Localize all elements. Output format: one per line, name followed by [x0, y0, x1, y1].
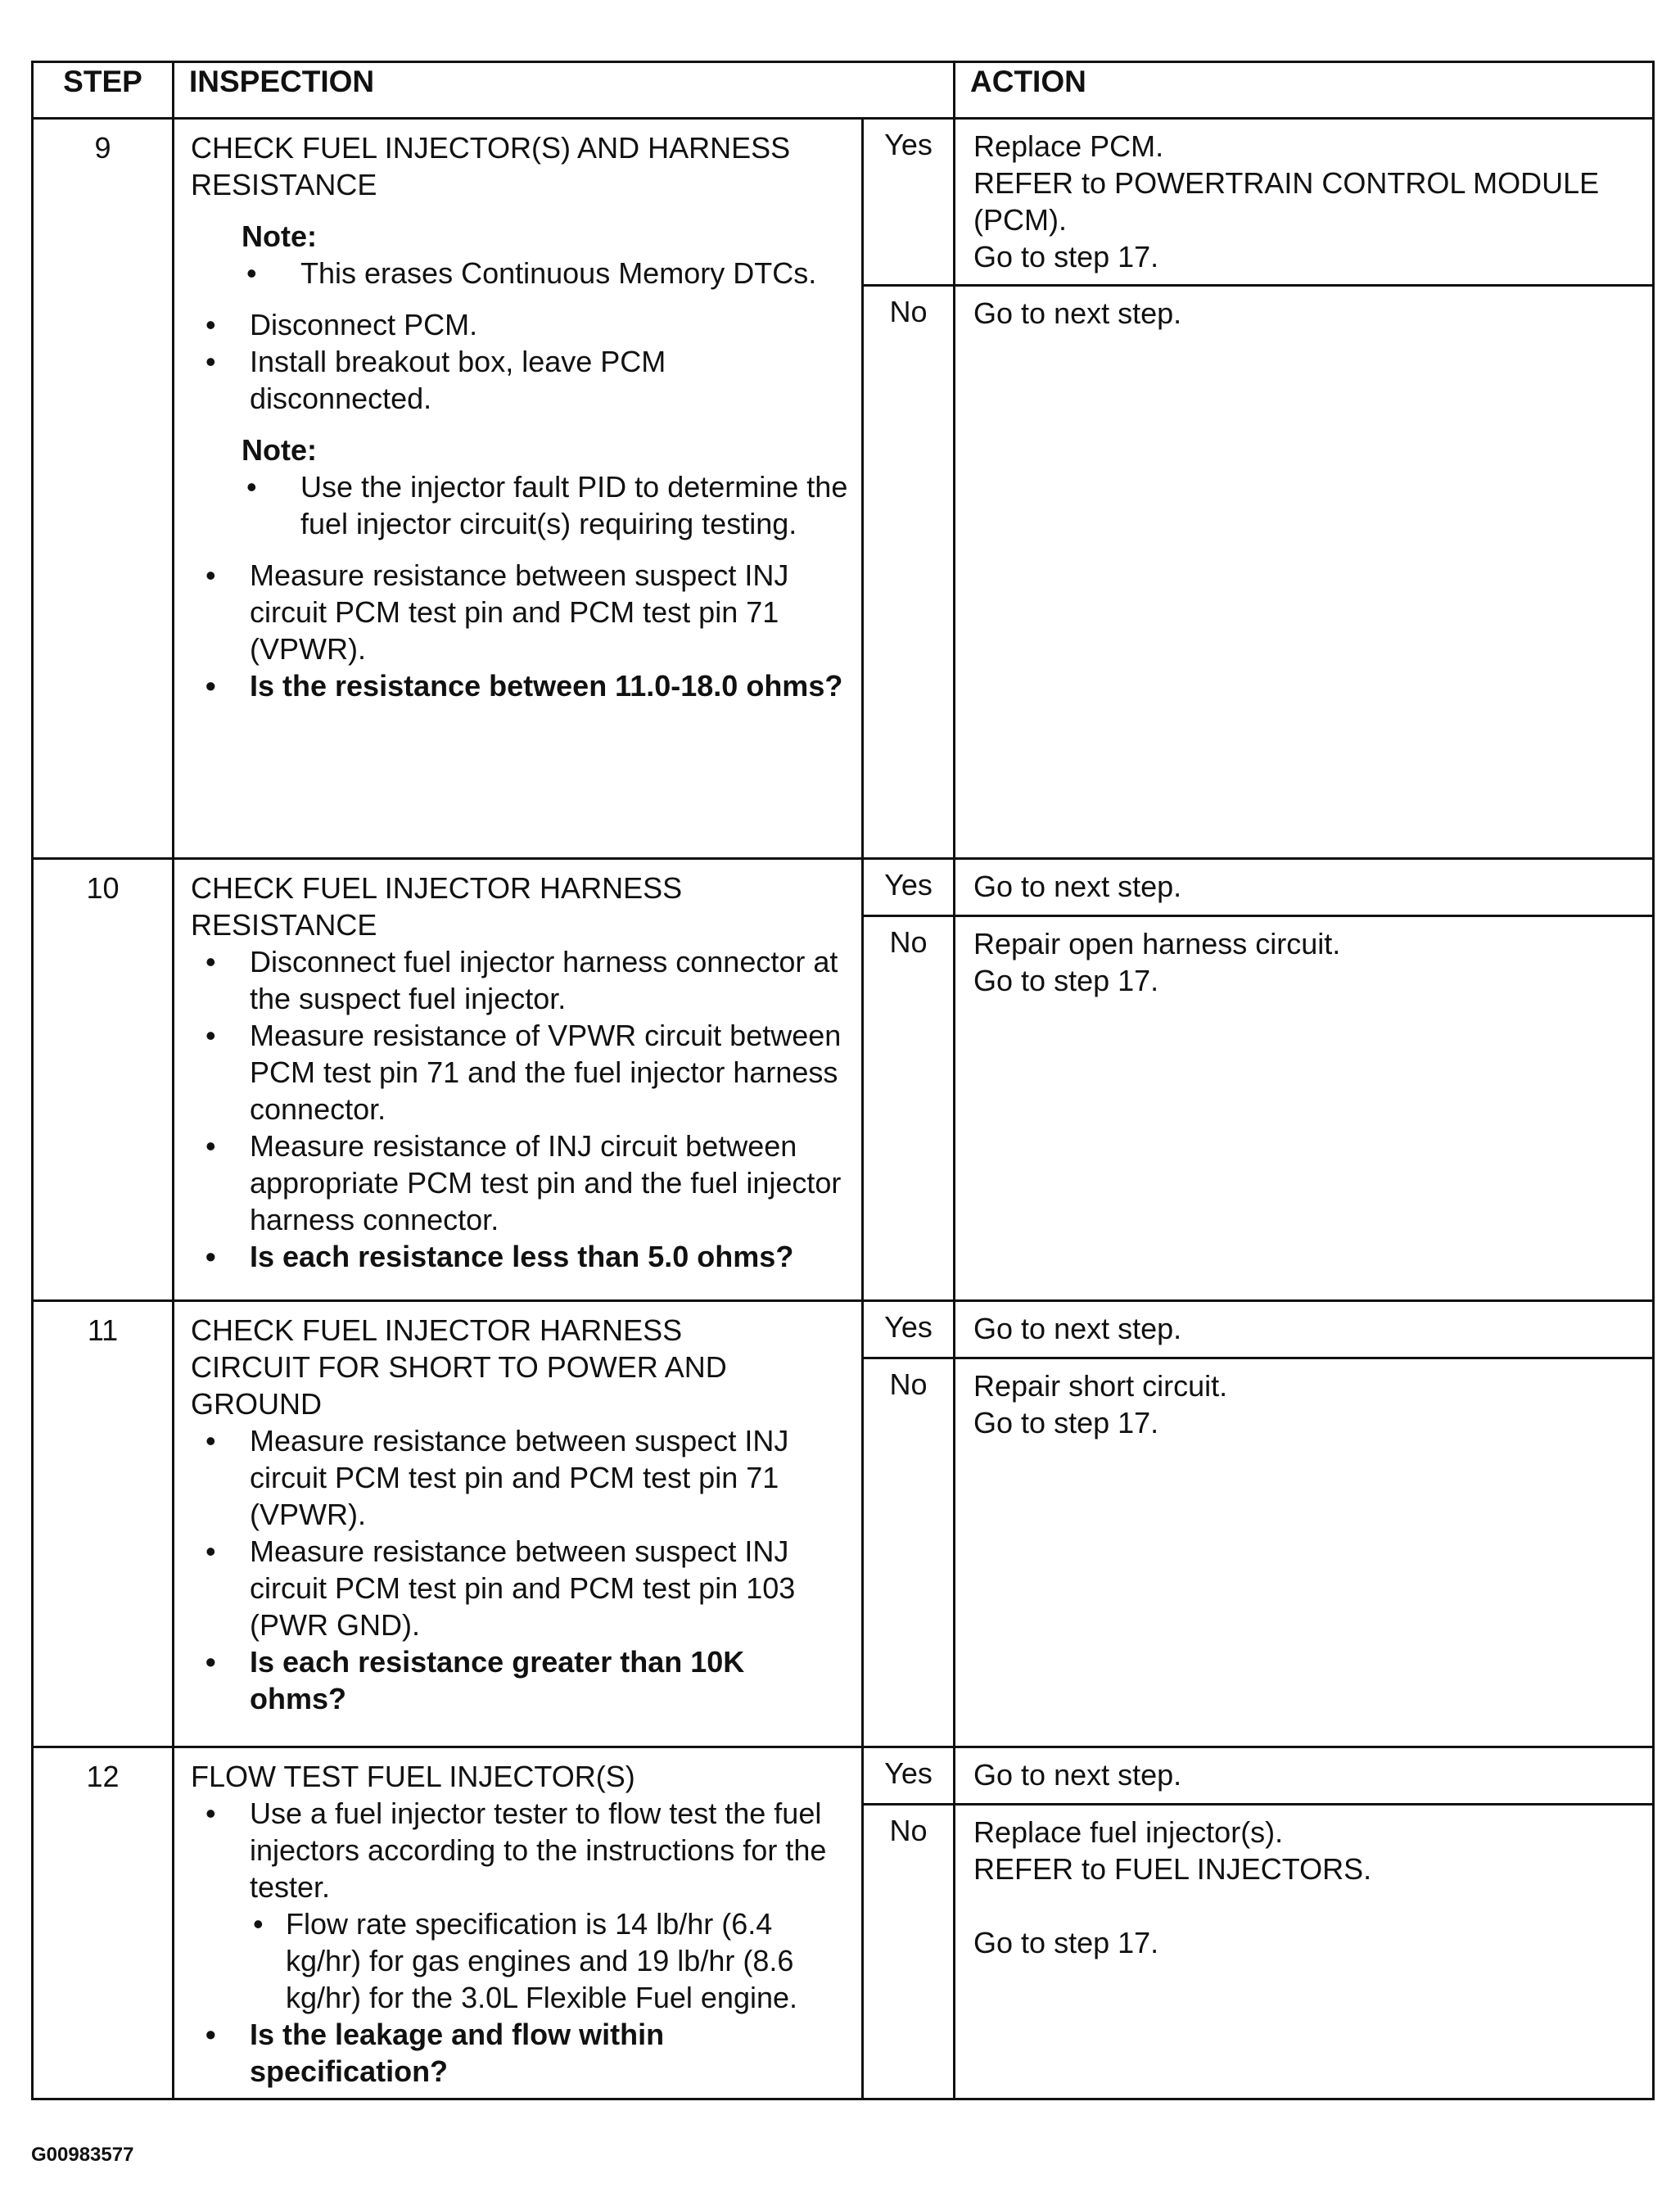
inspection-cell	[174, 859, 863, 1301]
instruction-text: Use a fuel injector tester to flow test the fuel injectors according to the instructions for the tester.	[250, 1796, 827, 1904]
inspection-title: FLOW TEST FUEL INJECTOR(S)	[191, 1760, 635, 1793]
inspection-title: CHECK FUEL INJECTOR HARNESS	[191, 871, 683, 905]
inspection-title: RESISTANCE	[191, 908, 377, 942]
no-label: No	[863, 916, 955, 1301]
yes-label: Yes	[863, 859, 955, 916]
step-number: 11	[33, 1301, 174, 1747]
inspection-title: GROUND	[191, 1387, 322, 1421]
instruction-list	[191, 1795, 848, 1905]
action-line: Go to next step.	[973, 870, 1182, 903]
note-label: Note:	[242, 433, 317, 467]
sub-instruction-list	[250, 1905, 848, 2016]
yes-label: Yes	[863, 1747, 955, 1805]
yes-label: Yes	[863, 1301, 955, 1358]
yes-action	[955, 119, 1654, 286]
no-label: No	[863, 286, 955, 859]
question-item: • Is each resistance greater than 10K ohms?	[191, 1643, 848, 1717]
note-item: • Use the injector fault PID to determine the fuel injector circuit(s) requiring testing.	[242, 468, 848, 542]
step-number: 12	[33, 1747, 174, 2099]
action-line: Go to next step.	[973, 1758, 1182, 1792]
instruction-item	[191, 1795, 848, 1905]
instruction-list	[191, 1422, 848, 1717]
inspection-title: CIRCUIT FOR SHORT TO POWER AND	[191, 1350, 727, 1384]
action-line: Replace PCM.	[973, 129, 1164, 163]
no-label: No	[863, 1805, 955, 2099]
table-row	[33, 119, 1654, 286]
action-line: Go to step 17.	[973, 240, 1159, 273]
instruction-item: • Measure resistance between suspect INJ circuit PCM test pin and PCM test pin 71 (VPWR).	[191, 557, 848, 667]
note-list	[242, 468, 848, 542]
action-line: REFER to FUEL INJECTORS.	[973, 1852, 1372, 1886]
no-action	[955, 286, 1654, 859]
action-line: Go to step 17.	[973, 964, 1159, 997]
instruction-item: • Install breakout box, leave PCM disconnected.	[191, 343, 848, 417]
step-number: 9	[33, 119, 174, 859]
figure-id: G00983577	[31, 2144, 134, 2166]
note-list	[242, 255, 848, 292]
table-row	[33, 1747, 1654, 1805]
instruction-list	[191, 2016, 848, 2090]
action-line: Go to step 17.	[973, 1926, 1159, 1959]
diagnostic-procedure-table	[31, 61, 1655, 2100]
header-inspection: INSPECTION	[174, 62, 955, 119]
action-line: Go to next step.	[973, 296, 1182, 330]
no-action	[955, 916, 1654, 1301]
instruction-list	[191, 306, 848, 417]
instruction-list	[191, 943, 848, 1275]
instruction-item: • Measure resistance between suspect INJ circuit PCM test pin and PCM test pin 103 (PWR GND).	[191, 1533, 848, 1643]
instruction-item: • Measure resistance of VPWR circuit between PCM test pin 71 and the fuel injector harness connector.	[191, 1017, 848, 1128]
sub-instruction-item: • Flow rate specification is 14 lb/hr (6.4 kg/hr) for gas engines and 19 lb/hr (8.6 kg/hr) for the 3.0L Flexible Fuel engine.	[250, 1905, 848, 2016]
yes-action	[955, 1301, 1654, 1358]
yes-action	[955, 859, 1654, 916]
action-spacer	[973, 1887, 1637, 1924]
yes-label: Yes	[863, 119, 955, 286]
inspection-cell	[174, 1747, 863, 2099]
action-line: Repair open harness circuit.	[973, 927, 1341, 960]
question-item: • Is each resistance less than 5.0 ohms?	[191, 1238, 848, 1275]
no-action	[955, 1358, 1654, 1747]
question-item: • Is the leakage and flow within specification?	[191, 2016, 848, 2090]
note-label: Note:	[242, 219, 317, 253]
table-row	[33, 859, 1654, 916]
action-line: REFER to POWERTRAIN CONTROL MODULE (PCM).	[973, 166, 1600, 237]
action-line: Go to step 17.	[973, 1406, 1159, 1439]
instruction-item: • Disconnect PCM.	[191, 306, 848, 343]
question-item: • Is the resistance between 11.0-18.0 ohms?	[191, 667, 848, 704]
action-line: Repair short circuit.	[973, 1369, 1228, 1403]
inspection-cell	[174, 119, 863, 859]
instruction-list	[191, 557, 848, 704]
yes-action	[955, 1747, 1654, 1805]
action-line: Replace fuel injector(s).	[973, 1815, 1284, 1849]
inspection-title: RESISTANCE	[191, 168, 377, 201]
no-label: No	[863, 1358, 955, 1747]
header-action: ACTION	[955, 62, 1654, 119]
inspection-title: CHECK FUEL INJECTOR HARNESS	[191, 1313, 683, 1347]
instruction-item: • Measure resistance between suspect INJ circuit PCM test pin and PCM test pin 71 (VPWR).	[191, 1422, 848, 1533]
inspection-cell	[174, 1301, 863, 1747]
note-item: • This erases Continuous Memory DTCs.	[242, 255, 848, 292]
table-header-row	[33, 62, 1654, 119]
inspection-title: CHECK FUEL INJECTOR(S) AND HARNESS	[191, 131, 791, 165]
header-step: STEP	[33, 62, 174, 119]
table-row	[33, 1301, 1654, 1358]
instruction-item: • Measure resistance of INJ circuit between appropriate PCM test pin and the fuel injector harness connector.	[191, 1128, 848, 1238]
step-number: 10	[33, 859, 174, 1301]
instruction-item: • Disconnect fuel injector harness connector at the suspect fuel injector.	[191, 943, 848, 1017]
no-action	[955, 1805, 1654, 2099]
action-line: Go to next step.	[973, 1312, 1182, 1345]
